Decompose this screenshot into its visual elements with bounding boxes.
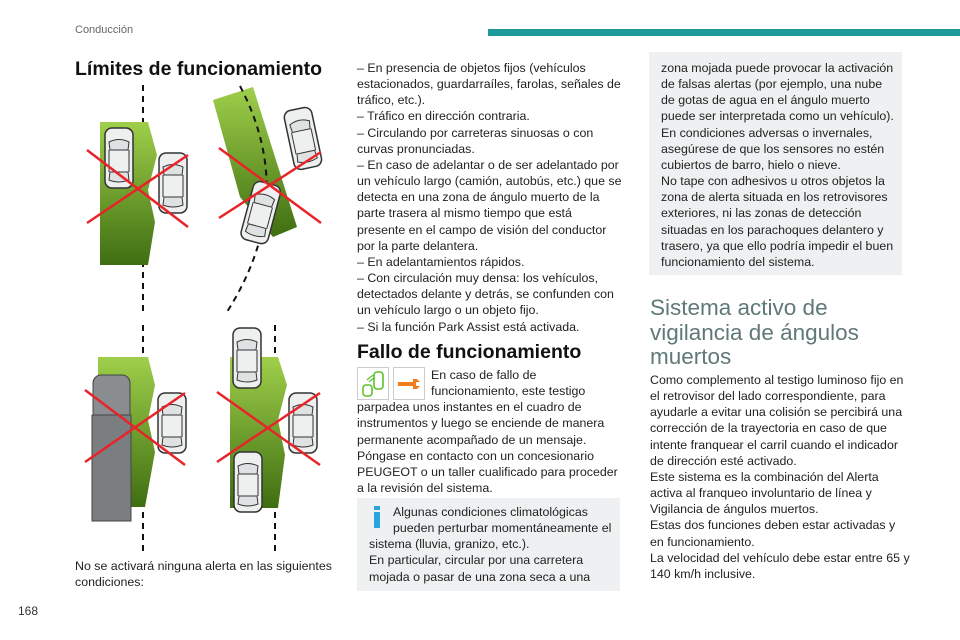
warning-lamps bbox=[357, 367, 427, 399]
limits-list bbox=[357, 60, 623, 335]
info-box-weather bbox=[357, 498, 620, 591]
panel-dense-traffic bbox=[217, 325, 320, 552]
list-item: – En presencia de objetos fijos (vehículos estacionados, guardarraíles, farolas, señales de tráfico, etc.). bbox=[357, 61, 621, 108]
info-paragraph: Algunas condiciones climatológicas pueden perturbar momentáneamente el sistema (lluvia, granizo, etc.). bbox=[369, 505, 612, 552]
list-item: – Si la función Park Assist está activada. bbox=[357, 319, 580, 334]
malfunction-paragraph-contact: Póngase en contacto con un concesionario PEUGEOT o un taller cualificado para proceder a la revisión del sistema. bbox=[357, 448, 618, 496]
section-title-malfunction: Fallo de funcionamiento bbox=[357, 341, 582, 363]
paragraph: Estas dos funciones deben estar activadas y en funcionamiento. bbox=[650, 518, 896, 549]
paragraph: Este sistema es la combinación del Alerta activa al franqueo involuntario de línea y Vigilancia de ángulos muertos. bbox=[650, 469, 879, 517]
paragraph: La velocidad del vehículo debe estar entre 65 y 140 km/h inclusive. bbox=[650, 550, 910, 581]
info-paragraph: zona mojada puede provocar la activación de falsas alertas (por ejemplo, una nube de gotas de agua en el ángulo muerto puede ser interpretada como un vehículo). bbox=[661, 61, 894, 124]
list-item: – Tráfico en dirección contraria. bbox=[357, 109, 530, 124]
blind-spot-warning-icon bbox=[357, 367, 389, 400]
section-title-active-blind-spot: Sistema activo de vigilancia de ángulos muertos bbox=[650, 295, 859, 369]
list-item: – Con circulación muy densa: los vehículos, detectados delante y detrás, se confunden con un vehículo largo o un objeto fijo. bbox=[357, 271, 614, 318]
list-item: – Circulando por carreteras sinuosas o con curvas pronunciadas. bbox=[357, 125, 594, 156]
active-blind-spot-text bbox=[650, 372, 912, 582]
blind-spot-limits-illustration bbox=[80, 80, 340, 560]
illustration-caption: No se activará ninguna alerta en las siguientes condiciones: bbox=[75, 559, 332, 590]
page-number: 168 bbox=[18, 604, 39, 618]
panel-long-vehicle bbox=[85, 325, 186, 552]
paragraph: Como complemento al testigo luminoso fijo en el retrovisor del lado correspondiente, para ayudarle a evitar una colisión se percibirá una corrección de la trayectoria en caso de que intente franquear el carril cuando el indicador de dirección esté activado. bbox=[650, 373, 904, 468]
section-title-limits: Límites de funcionamiento bbox=[75, 58, 323, 80]
info-paragraph: En condiciones adversas o invernales, asegúrese de que los sensores no estén cubiertos de barro, hielo o nieve. bbox=[661, 125, 885, 172]
info-icon bbox=[369, 504, 385, 532]
service-wrench-icon bbox=[393, 367, 425, 400]
header-accent-bar bbox=[488, 29, 960, 36]
list-item: – En caso de adelantar o de ser adelantado por un vehículo largo (camión, autobús, etc.) que se detecta en una zona de ángulo muerto de la parte trasera al mismo tiempo que está presente en el campo de visión del conductor por la parte delantera. bbox=[357, 157, 622, 253]
malfunction-text bbox=[357, 367, 623, 496]
malfunction-paragraph: En caso de fallo de funcionamiento, este testigo parpadea unos instantes en el cuadro de instrumentos y luego se enciende de manera permanente acompañado de un mensaje. bbox=[357, 368, 605, 447]
section-header: Conducción bbox=[75, 24, 134, 36]
info-paragraph: En particular, circular por una carretera mojada o pasar de una zona seca a una bbox=[369, 553, 591, 584]
list-item: – En adelantamientos rápidos. bbox=[357, 254, 525, 269]
info-box-continued bbox=[649, 52, 902, 275]
panel-curves bbox=[213, 86, 323, 315]
panel-fixed-objects bbox=[87, 85, 188, 312]
info-paragraph: No tape con adhesivos u otros objetos la zona de alerta situada en los retrovisores exteriores, ni las zonas de detección situadas en los parachoques delantero y trasero, ya que ello podría impedir el buen funcionamiento del sistema. bbox=[661, 174, 894, 269]
